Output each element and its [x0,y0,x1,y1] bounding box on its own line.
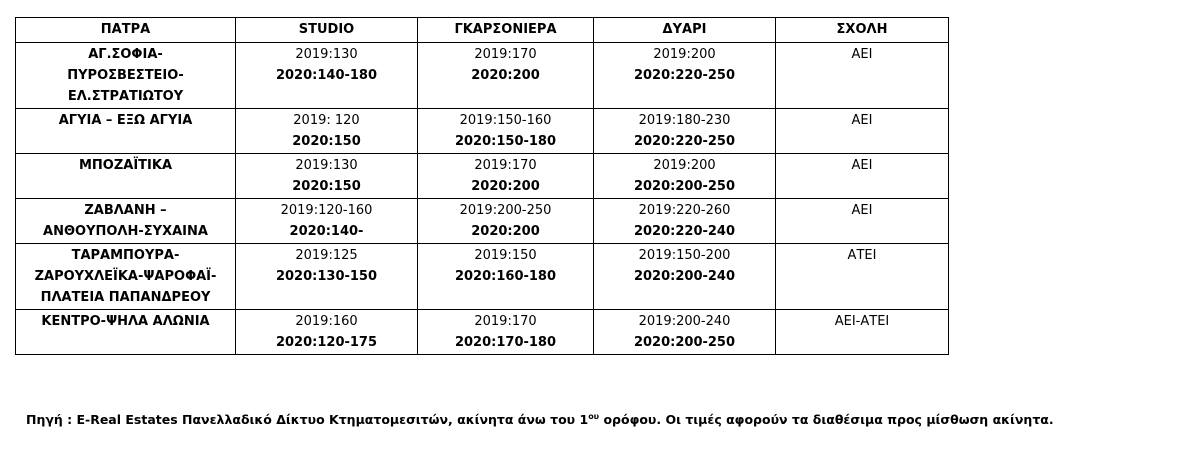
studio-cell [236,244,418,310]
price-2020: 2020:140-180 [275,68,378,83]
price-2019: 2019:120-160 [280,203,373,218]
price-2019: 2019:220-260 [638,203,731,218]
source-note [26,410,1054,430]
area-cell [16,310,236,355]
price-2019: 2019:170 [474,47,537,62]
price-2020: 2020:200-250 [633,179,736,194]
area-cell [16,43,236,109]
price-2020: 2020:200-240 [633,269,736,284]
header-studio: STUDIO [236,18,418,43]
area-line: ΖΑΒΛΑΝΗ – [84,203,167,218]
price-2019: 2019:125 [295,248,358,263]
header-patra: ΠΑΤΡΑ [16,18,236,43]
studio-cell [236,199,418,244]
price-2019: 2019:170 [474,158,537,173]
dyari-cell [594,310,776,355]
studio-cell [236,154,418,199]
area-line: ΜΠΟΖΑΪΤΙΚΑ [78,158,173,173]
price-2019: 2019:150-160 [459,113,552,128]
table-row [16,310,949,355]
garsoniera-cell [418,43,594,109]
price-2019: 2019:150-200 [638,248,731,263]
price-2020: 2020:220-250 [633,134,736,149]
dyari-cell [594,244,776,310]
source-text-prefix: Πηγή : E-Real Estates Πανελλαδικό Δίκτυο Κτηματομεσιτών, ακίνητα άνω του 1 [26,412,589,427]
header-school: ΣΧΟΛΗ [776,18,949,43]
source-ordinal-superscript: ου [588,411,600,421]
area-line: ΕΛ.ΣΤΡΑΤΙΩΤΟΥ [67,89,184,104]
price-2020: 2020:150 [292,179,361,194]
price-2020: 2020:170-180 [454,335,557,350]
dyari-cell [594,109,776,154]
table-row [16,109,949,154]
price-2020: 2020:160-180 [454,269,557,284]
price-2019: 2019:200 [653,47,716,62]
garsoniera-cell [418,244,594,310]
source-text-suffix: ορόφου. Οι τιμές αφορούν τα διαθέσιμα προς μίσθωση ακίνητα. [599,412,1054,427]
price-2020: 2020:220-240 [633,224,736,239]
price-2019: 2019: 120 [293,113,360,128]
price-2020: 2020:120-175 [275,335,378,350]
area-line: ΤΑΡΑΜΠΟΥΡΑ- [71,248,180,263]
price-2020: 2020:130-150 [275,269,378,284]
price-2019: 2019:170 [474,314,537,329]
price-2020: 2020:150 [292,134,361,149]
table-header-row [16,18,949,43]
garsoniera-cell [418,310,594,355]
garsoniera-cell [418,199,594,244]
price-2020: 2020:150-180 [454,134,557,149]
area-line: ΠΛΑΤΕΙΑ ΠΑΠΑΝΔΡΕΟΥ [40,290,211,305]
price-2019: 2019:160 [295,314,358,329]
area-line: ΑΓ.ΣΟΦΙΑ- [88,47,163,62]
area-cell [16,109,236,154]
header-dyari: ΔΥΑΡΙ [594,18,776,43]
price-2019: 2019:150 [474,248,537,263]
school-cell: ΑΕΙ [776,43,949,109]
area-line: ΑΓΥΙΑ – ΕΞΩ ΑΓΥΙΑ [58,113,193,128]
dyari-cell [594,199,776,244]
price-2020: 2020:220-250 [633,68,736,83]
school-cell: ΑΕΙ [776,109,949,154]
school-cell: ΑΕΙ [776,154,949,199]
area-line: ΖΑΡΟΥΧΛΕΪΚΑ-ΨΑΡΟΦΑΪ- [34,269,217,284]
rent-prices-table [15,17,949,355]
area-cell [16,154,236,199]
dyari-cell [594,154,776,199]
price-2020: 2020:200 [471,179,540,194]
price-2019: 2019:130 [295,47,358,62]
area-line: ΑΝΘΟΥΠΟΛΗ-ΣΥΧΑΙΝΑ [43,224,208,239]
table-row [16,244,949,310]
garsoniera-cell [418,109,594,154]
area-line: ΠΥΡΟΣΒΕΣΤΕΙΟ- [67,68,184,83]
price-2020: 2020:140- [289,224,364,239]
school-cell: ΑΕΙ-ΑΤΕΙ [776,310,949,355]
price-2020: 2020:200 [471,68,540,83]
area-cell [16,199,236,244]
price-2019: 2019:200-240 [638,314,731,329]
price-2019: 2019:200-250 [459,203,552,218]
area-cell [16,244,236,310]
header-garsoniera: ΓΚΑΡΣΟΝΙΕΡΑ [418,18,594,43]
price-2019: 2019:180-230 [638,113,731,128]
school-cell: ΑΤΕΙ [776,244,949,310]
price-2019: 2019:200 [653,158,716,173]
studio-cell [236,310,418,355]
price-2020: 2020:200 [471,224,540,239]
table-row [16,43,949,109]
garsoniera-cell [418,154,594,199]
school-cell: ΑΕΙ [776,199,949,244]
table-row [16,199,949,244]
area-line: ΚΕΝΤΡΟ-ΨΗΛΑ ΑΛΩΝΙΑ [41,314,210,329]
dyari-cell [594,43,776,109]
price-2020: 2020:200-250 [633,335,736,350]
studio-cell [236,109,418,154]
price-2019: 2019:130 [295,158,358,173]
table-row [16,154,949,199]
studio-cell [236,43,418,109]
